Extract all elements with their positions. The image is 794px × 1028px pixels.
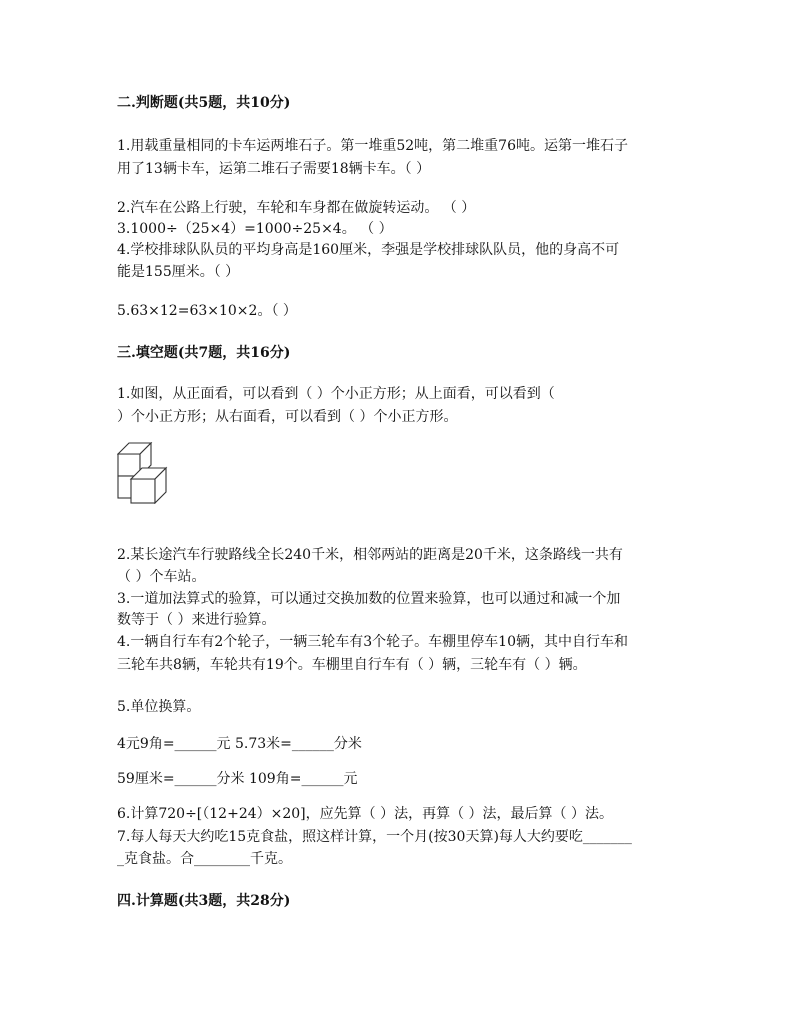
judgement-q1-line1: 1.用载重量相同的卡车运两堆石子。第一堆重52吨，第二堆重76吨。运第一堆石子 [117, 138, 628, 154]
fill-q5-row1: 4元9角=______元 5.73米=______分米 [117, 736, 362, 752]
section-heading-calculation: 四.计算题(共3题，共28分) [117, 893, 291, 909]
judgement-q5: 5.63×12=63×10×2。（ ） [117, 303, 297, 319]
fill-q2-line2: （ ）个车站。 [117, 569, 206, 585]
fill-q7-line2: _克食盐。合________千克。 [117, 851, 292, 867]
judgement-q1-line2: 用了13辆卡车，运第二堆石子需要18辆卡车。（ ） [117, 161, 431, 177]
fill-q7-line1: 7.每人每天大约吃15克食盐，照这样计算，一个月(按30天算)每人大约要吃_______ [117, 829, 632, 845]
fill-q3-line1: 3.一道加法算式的验算，可以通过交换加数的位置来验算，也可以通过和减一个加 [117, 591, 621, 607]
judgement-q3: 3.1000÷（25×4）=1000÷25×4。 （ ） [117, 221, 393, 237]
fill-q5-row2: 59厘米=______分米 109角=______元 [117, 771, 358, 787]
section-heading-judgement: 二.判断题(共5题，共10分) [117, 95, 291, 111]
fill-q5-title: 5.单位换算。 [117, 699, 201, 715]
fill-q3-line2: 数等于（ ）来进行验算。 [117, 612, 276, 628]
fill-q2-line1: 2.某长途汽车行驶路线全长240千米，相邻两站的距离是20千米，这条路线一共有 [117, 547, 623, 563]
judgement-q4-line1: 4.学校排球队队员的平均身高是160厘米，李强是学校排球队队员，他的身高不可 [117, 242, 620, 258]
fill-q4-line1: 4.一辆自行车有2个轮子，一辆三轮车有3个轮子。车棚里停车10辆，其中自行车和 [117, 634, 628, 650]
fill-q6: 6.计算720÷[（12+24）×20]，应先算（ ）法，再算（ ）法，最后算（ ）法。 [117, 806, 613, 822]
fill-q1-line2: ）个小正方形；从右面看，可以看到（ ）个小正方形。 [117, 409, 458, 425]
cube-stack-figure [117, 442, 179, 504]
judgement-q2: 2.汽车在公路上行驶，车轮和车身都在做旋转运动。 （ ） [117, 200, 476, 216]
cube-front-face [131, 479, 155, 503]
section-heading-fill-blank: 三.填空题(共7题，共16分) [117, 345, 291, 361]
fill-q4-line2: 三轮车共8辆，车轮共有19个。车棚里自行车有（ ）辆，三轮车有（ ）辆。 [117, 657, 587, 673]
judgement-q4-line2: 能是155厘米。（ ） [117, 264, 240, 280]
fill-q1-line1: 1.如图，从正面看，可以看到（ ）个小正方形；从上面看，可以看到（ [117, 386, 555, 402]
